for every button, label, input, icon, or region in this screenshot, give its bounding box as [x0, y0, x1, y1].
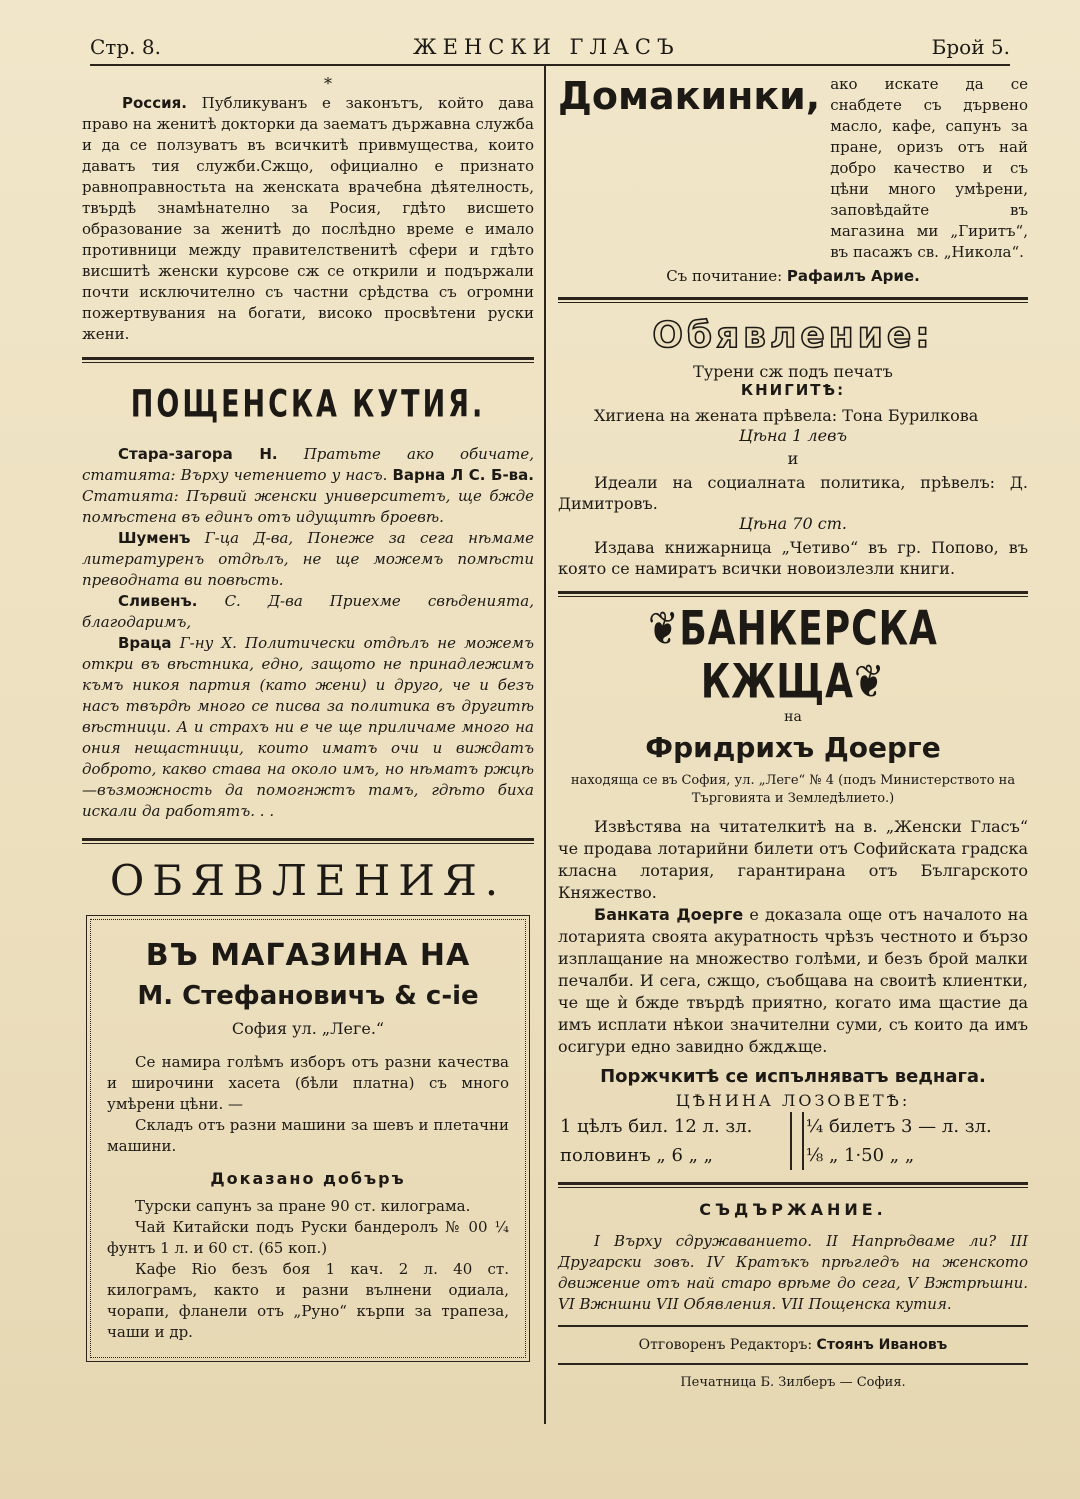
printer-line: Печатница Б. Зилберъ — София.	[680, 1375, 906, 1390]
prices-title: ЦѢНИНА ЛОЗОВЕТѢ:	[675, 1091, 911, 1110]
bank-title: ❦БАНКЕРСКА КЖЩА❦	[648, 602, 938, 710]
post-text: Г-ца Д-ва, Понеже за сега нѣмаме литературенъ отдѣлъ, не ще можемъ помѣсти преводната ви повѣсть.	[82, 529, 534, 589]
bank-name-inline: Банката Доерге	[594, 905, 744, 924]
ad-proven: Доказано добъръ	[210, 1169, 406, 1188]
orders-line: Поржчкитѣ се испълняватъ веднага.	[600, 1066, 986, 1087]
russia-text: Публикуванъ е законътъ, който дава право на женитѣ докторки да заематъ държавна служба и да се ползуватъ въ всичкитѣ привмущества, които даватъ тия служби.Сжщо, официално е признато равноправностьта на женската врачебна дѣятелность, твърдѣ знамѣнателно за Росия, гдѣто висшето образование за женитѣ до послѣдно време е имало противници между правителственитѣ сфери и гдѣто висшитѣ женски курсове сж се открили и подържали почти исключителнo съ частни срѣдства съ огромни пожертвувания на богати, високо просвѣтени руски жени.	[82, 94, 534, 343]
left-column	[82, 74, 534, 1358]
column-divider	[544, 64, 546, 1424]
post-place: Стара-загора Н.	[118, 445, 278, 463]
section-star: *	[324, 74, 332, 93]
bank-paragraph-2	[558, 904, 1028, 1058]
price-cell: половинъ „ 6 „ „	[560, 1145, 713, 1166]
signature-label: Съ почитание:	[666, 267, 783, 285]
ad-paragraph: Кафе Rio безъ боя 1 кач. 2 л. 40 ст. килограмъ, както и разни вълнени одиала, чорапи, фланели отъ „Руно“ кърпи за трапеза, чаши и др.	[107, 1260, 509, 1341]
ad-address: София ул. „Леге.“	[231, 1019, 385, 1038]
section-rule	[82, 357, 534, 363]
bank-paragraph-1: Извѣстява на читателкитѣ на в. „Женски Гласъ“ че продава лотарийни билети отъ Софийската градска класна лотария, гарантирана отъ Българското Княжество.	[558, 817, 1028, 902]
section-rule	[558, 297, 1028, 303]
housewives-title: Домакинки,	[558, 74, 821, 118]
bank-name: Фридрихъ Доерге	[645, 731, 941, 764]
ad-paragraph: Турски сапунъ за пране 90 ст. килограма.	[135, 1197, 471, 1215]
contents-list: I Върху сдружаванието. II Напрѣдваме ли? III Другарски зовъ. IV Кратъкъ прѣгледъ на женското движение отъ най старо врѣме до сега, V Вжтрѣшни. VI Вжншни VII Обявления. VII Пощенска кутия.	[558, 1232, 1028, 1313]
price-divider	[791, 1112, 803, 1141]
section-rule	[82, 838, 534, 844]
post-entry	[82, 591, 534, 633]
price-row	[558, 1141, 1028, 1170]
editor-label: Отговоренъ Редакторъ:	[638, 1337, 813, 1353]
store-advertisement	[90, 919, 526, 1358]
issue-number: Брой 5.	[931, 35, 1010, 59]
section-rule	[558, 1182, 1028, 1188]
ad-paragraph: Складъ отъ разни машини за шевъ и плетачни машини.	[107, 1116, 509, 1155]
post-entry	[82, 528, 534, 591]
price-cell: 1 цѣлъ бил. 12 л. зл.	[560, 1116, 753, 1137]
bank-na: на	[784, 709, 802, 725]
ad-paragraph: Чай Китайски подъ Руски бандеролъ № 00 ¼ фунтъ 1 л. и 60 ст. (65 коп.)	[107, 1218, 509, 1257]
announcement-title: Обявление:	[652, 315, 934, 356]
bank-address: находяща се въ София, ул. „Леге“ № 4 (подъ Министерството на Търговията и Земледѣлието.)	[570, 773, 1016, 806]
post-entry	[82, 633, 534, 822]
page-number: Стр. 8.	[90, 35, 161, 59]
page-header	[90, 30, 1010, 66]
post-text: Г-ну Х. Политически отдѣлъ не можемъ откри въ вѣстника, едно, защото не принадлежимъ къмъ никоя партия (като жени) и друго, че и безъ насъ твърдѣ много се писва за политика въ другитѣ вѣстници. А и страхъ ни е че ще приличаме много на ония нещастници, които иматъ очи и виждатъ доброто, какво става на около имъ, но нѣматъ ржцѣ—възможность да помогнжтъ тамъ, гдѣто биха искали да работятъ. . .	[82, 634, 534, 820]
book-2: Идеали на социалната политика, прѣвелъ: Д. Димитровъ.	[558, 473, 1028, 513]
post-place: Сливенъ.	[118, 592, 198, 610]
and-word: и	[787, 449, 799, 468]
section-rule	[558, 1325, 1028, 1327]
signature-name: Рафаилъ Арие.	[786, 267, 920, 285]
ad-line-1: ВЪ МАГАЗИНА НА	[145, 938, 471, 973]
ad-store-name: М. Стефановичъ & с-ie	[137, 981, 479, 1011]
contents-title: СЪДЪРЖАНИЕ.	[699, 1200, 887, 1219]
post-place: Варна Л С. Б-ва.	[392, 466, 534, 484]
prices-table	[558, 1112, 1028, 1170]
books-label: КНИГИТѢ:	[740, 381, 846, 399]
ads-title: ОБЯВЛЕНИЯ.	[109, 856, 507, 905]
housewives-ad	[558, 74, 1028, 263]
housewives-text: ако искате да се снабдете съ дървено масло, кафе, сапунъ за пране, оризъ отъ най добро качество и съ цѣни много умѣрени, заповѣдайте въ магазина ми „Гиритъ“, въ пасажъ св. „Никола“.	[830, 75, 1028, 261]
housewives-signature	[558, 267, 1028, 285]
newspaper-title: ЖЕНСКИ ГЛАСЪ	[413, 35, 680, 59]
post-text: Пратьте ако обичате, статията: Върху четението у насъ.	[82, 445, 534, 484]
post-place: Шуменъ	[118, 529, 191, 547]
section-rule	[558, 591, 1028, 597]
bank-title-text: БАНКЕРСКА КЖЩА	[679, 602, 938, 710]
price-row	[558, 1112, 1028, 1141]
russia-heading: Россия.	[122, 94, 187, 112]
right-column	[558, 74, 1028, 1390]
book-1: Хигиена на жената прѣвела: Тона Бурилкова	[594, 406, 979, 425]
publisher: Издава книжарница „Четиво“ въ гр. Попово, въ която се намиратъ всички новоизлезли книги.	[558, 538, 1028, 578]
post-entry	[82, 444, 534, 528]
price-divider	[791, 1141, 803, 1170]
russia-article	[82, 93, 534, 345]
section-rule	[558, 1363, 1028, 1365]
price-cell: ¼ билетъ 3 — л. зл.	[805, 1116, 992, 1137]
editor-name: Стоянъ Ивановъ	[816, 1337, 948, 1353]
book-2-price: Цѣна 70 ст.	[739, 514, 847, 533]
post-text: Статията: Първий женски университетъ, ще бжде помѣстена въ единъ отъ идущитѣ броевѣ.	[82, 487, 534, 526]
post-box-title: ПОЩЕНСКА КУТИЯ.	[130, 382, 486, 427]
book-1-price: Цѣна 1 левъ	[738, 426, 848, 445]
ad-paragraph: Се намира голѣмъ изборъ отъ разни качества и широчини хасета (бѣли платна) съ много умѣрени цѣни. —	[107, 1053, 509, 1113]
books-intro: Турени сж подъ печатъ	[693, 362, 893, 381]
post-place: Враца	[118, 634, 172, 652]
editor-line	[558, 1337, 1028, 1353]
bank-paragraph-2-text: е доказала още отъ началото на лотарията своята акуратность чрѣзъ честното и бързо изплащание на множество голѣми, и безъ брой малки печалби. И сега, сжщо, съобщава на своитѣ клиентки, че ще ѝ бжде твърдѣ приятно, когато има щастие да имъ исплати нѣкои значителни суми, съ които да имъ осигури едно завидно бждѫще.	[558, 905, 1028, 1056]
price-cell: ⅛ „ 1·50 „ „	[805, 1145, 915, 1166]
post-box-list	[82, 444, 534, 822]
post-text: С. Д-ва Приехме свѣденията, благодаримъ,	[82, 592, 534, 631]
